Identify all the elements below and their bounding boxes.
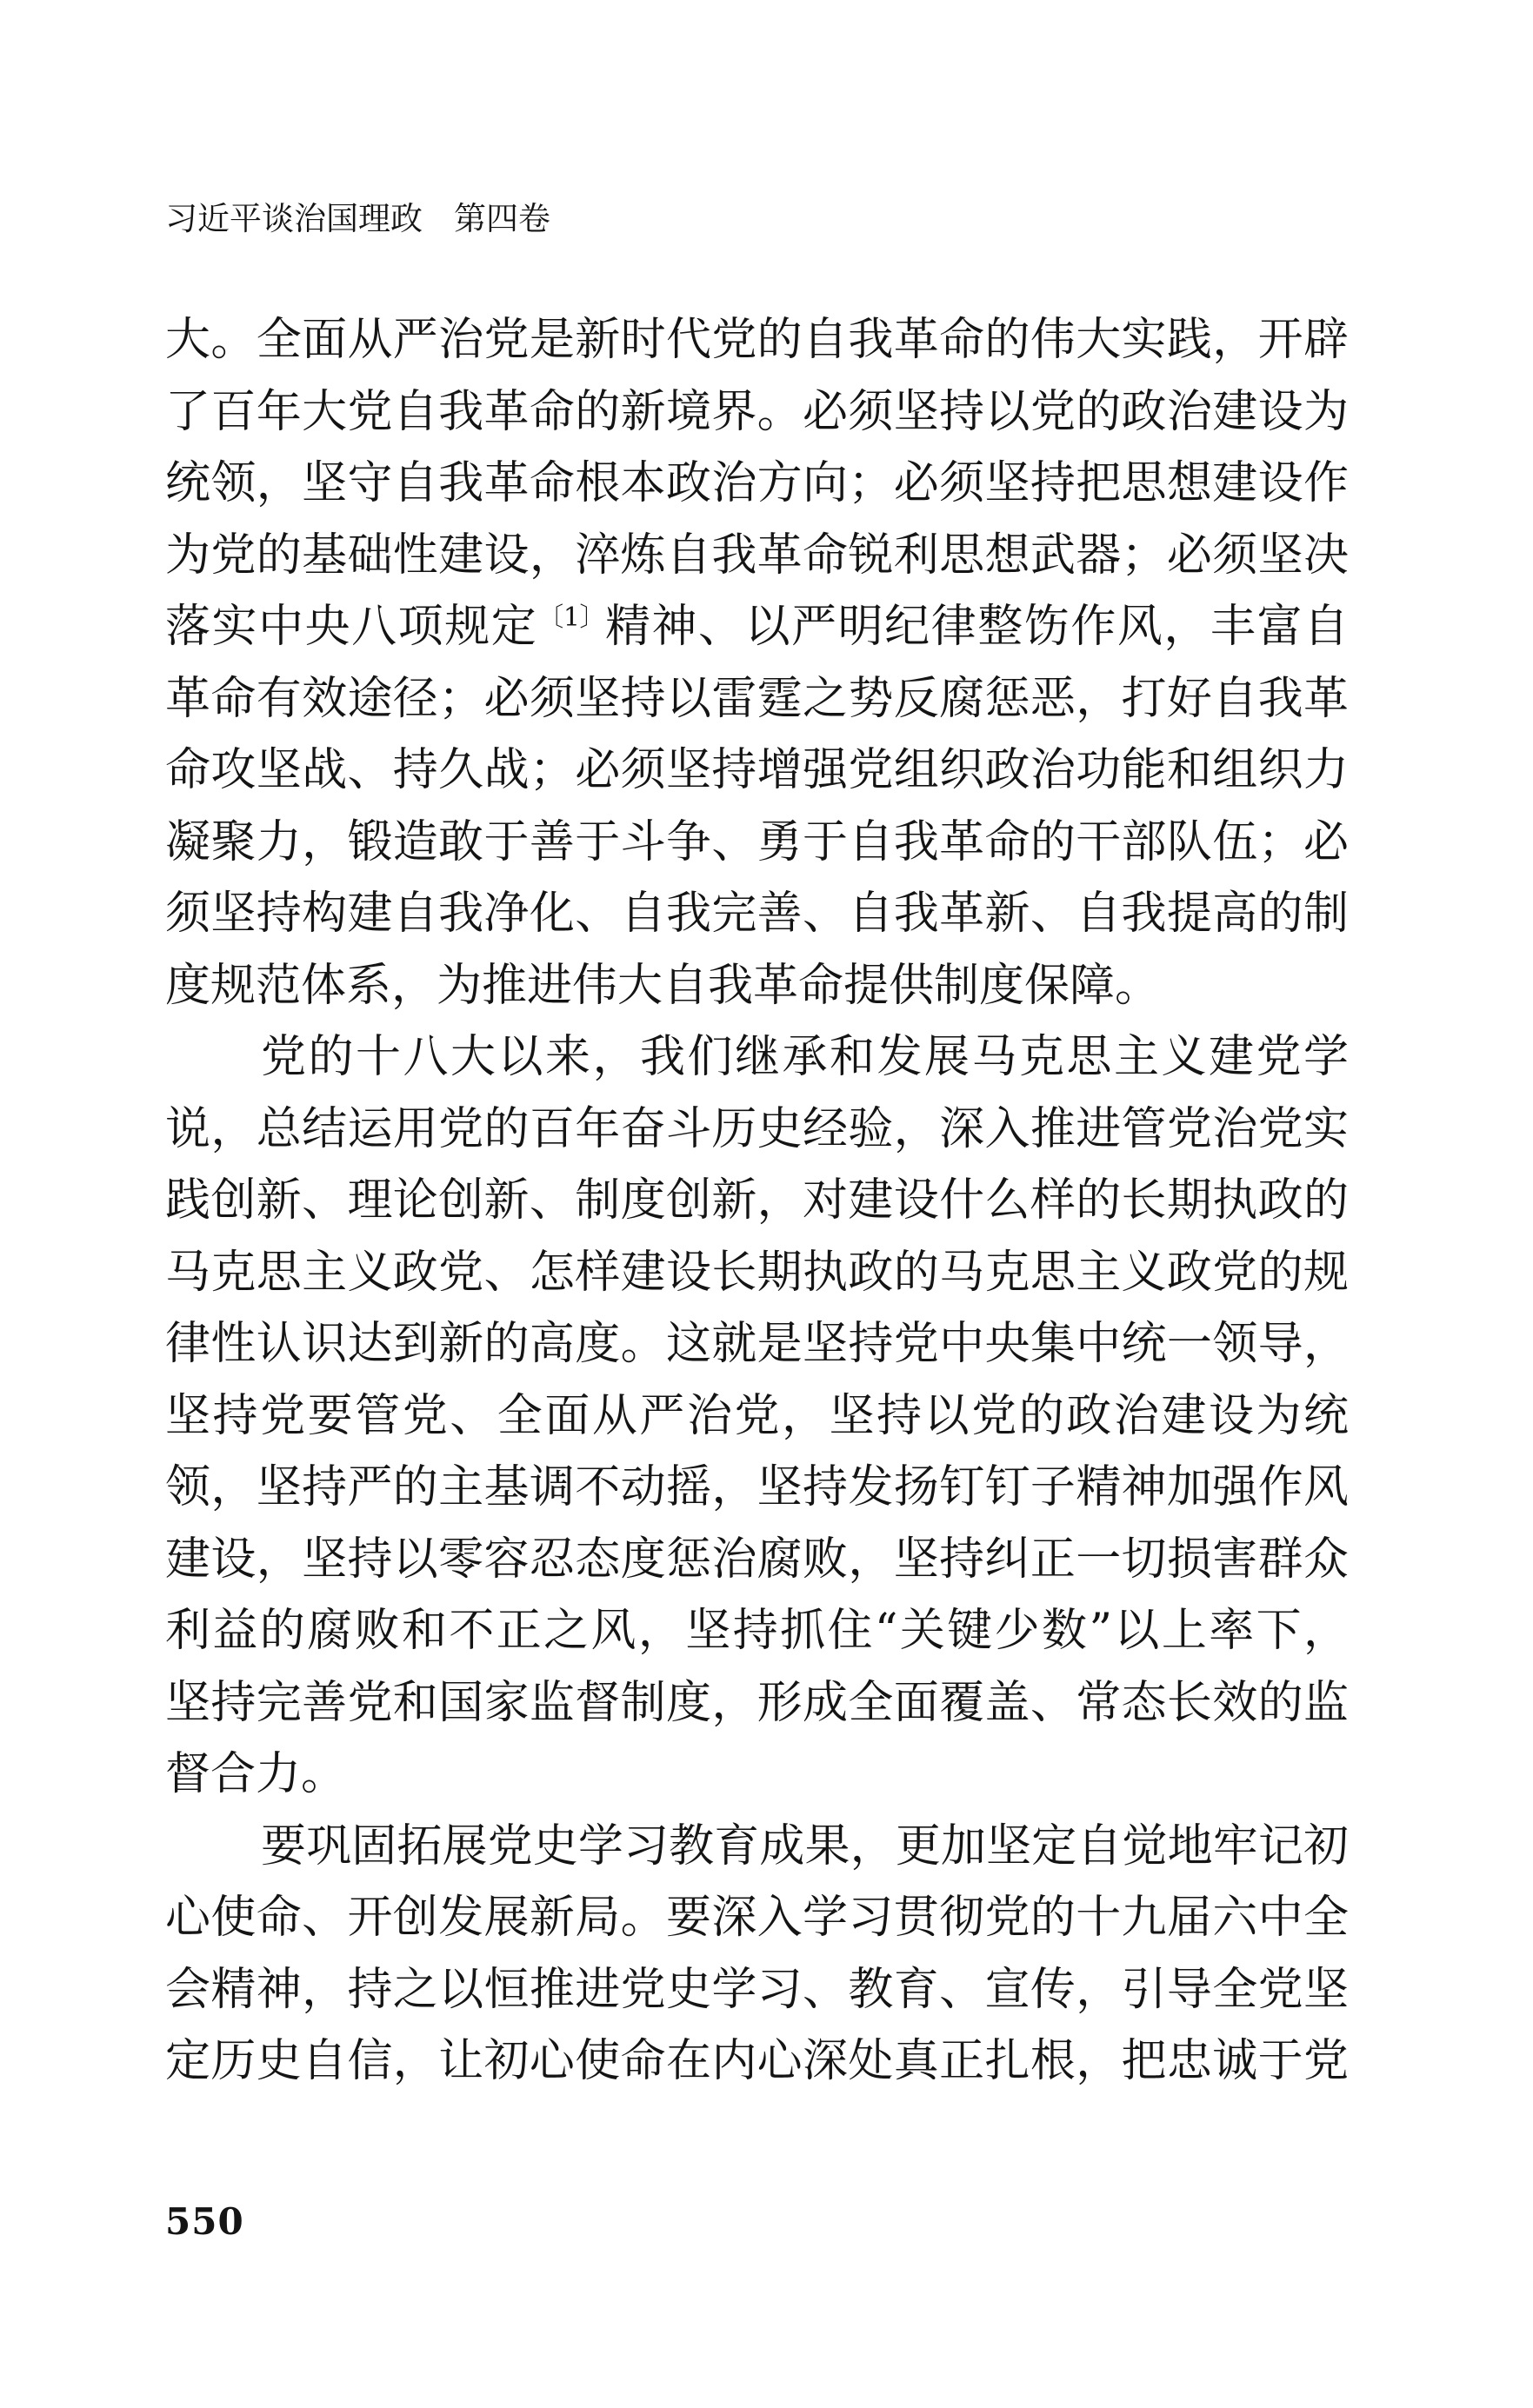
page-body	[165, 304, 1349, 2098]
text-line: 领，坚持严的主基调不动摇，坚持发扬钉钉子精神加强作风	[165, 1461, 1349, 1513]
text-line: 践创新、理论创新、制度创新，对建设什么样的长期执政的	[165, 1174, 1349, 1227]
text-line: 利益的腐败和不正之风，坚持抓住“关键少数”以上率下，	[165, 1605, 1349, 1657]
page-number: 550	[165, 2200, 244, 2243]
text-fragment: 落实中央八项规定	[165, 601, 538, 653]
text-line: 定历史自信，让初心使命在内心深处真正扎根，把忠诚于党	[165, 2035, 1349, 2087]
text-line: 为党的基础性建设，淬炼自我革命锐利思想武器；必须坚决	[165, 529, 1349, 582]
text-line: 心使命、开创发展新局。要深入学习贯彻党的十九届六中全	[165, 1892, 1349, 1944]
text-line: 革命有效途径；必须坚持以雷霆之势反腐惩恶，打好自我革	[165, 672, 1349, 725]
text-line: 命攻坚战、持久战；必须坚持增强党组织政治功能和组织力	[165, 744, 1349, 796]
text-line: 度规范体系，为推进伟大自我革命提供制度保障。	[165, 959, 1161, 1012]
book-title: 习近平谈治国理政	[165, 200, 423, 237]
paragraph	[165, 304, 1349, 1021]
text-line: 坚持完善党和国家监督制度，形成全面覆盖、常态长效的监	[165, 1676, 1349, 1729]
text-fragment: 精神、以严明纪律整饬作风，丰富自	[604, 601, 1349, 653]
text-line: 说，总结运用党的百年奋斗历史经验，深入推进管党治党实	[165, 1102, 1349, 1155]
volume-label: 第四卷	[454, 200, 550, 237]
text-line: 凝聚力，锻造敢于善于斗争、勇于自我革命的干部队伍；必	[165, 815, 1349, 868]
text-line: 须坚持构建自我净化、自我完善、自我革新、自我提高的制	[165, 888, 1349, 940]
running-header	[165, 198, 550, 240]
text-line: 党的十八大以来，我们继承和发展马克思主义建党学	[261, 1031, 1349, 1083]
text-line: 大。全面从严治党是新时代党的自我革命的伟大实践，开辟	[165, 314, 1349, 366]
text-line: 会精神，持之以恒推进党史学习、教育、宣传，引导全党坚	[165, 1963, 1349, 2016]
text-line	[165, 591, 1349, 663]
text-line: 要巩固拓展党史学习教育成果，更加坚定自觉地牢记初	[261, 1819, 1349, 1873]
text-line: 马克思主义政党、怎样建设长期执政的马克思主义政党的规	[165, 1246, 1349, 1299]
text-line: 了百年大党自我革命的新境界。必须坚持以党的政治建设为	[165, 385, 1349, 438]
paragraph	[165, 1021, 1349, 1811]
text-line: 坚持党要管党、全面从严治党，坚持以党的政治建设为统	[165, 1389, 1349, 1442]
paragraph	[165, 1811, 1349, 2098]
footnote-marker: 〔1〕	[537, 602, 605, 633]
text-line: 律性认识达到新的高度。这就是坚持党中央集中统一领导，	[165, 1318, 1349, 1370]
text-line: 统领，坚守自我革命根本政治方向；必须坚持把思想建设作	[165, 457, 1349, 509]
text-line: 督合力。	[165, 1748, 347, 1800]
text-line: 建设，坚持以零容忍态度惩治腐败，坚持纠正一切损害群众	[165, 1533, 1349, 1586]
